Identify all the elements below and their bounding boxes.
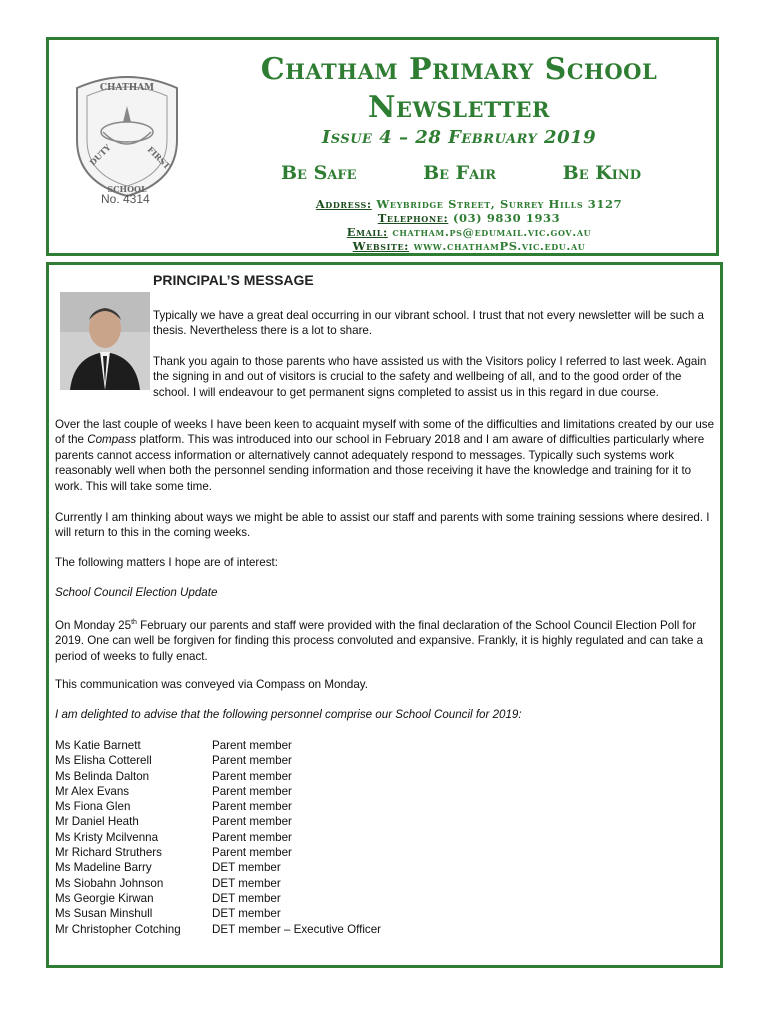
member-name: Mr Daniel Heath (55, 815, 139, 829)
crest-top-text: CHATHAM (99, 83, 155, 93)
paragraph-matters: The following matters I hope are of interest: (55, 556, 278, 569)
date-suffix: th (131, 619, 137, 626)
telephone-value: (03) 9830 1933 (452, 211, 561, 225)
member-name: Ms Belinda Dalton (55, 769, 150, 783)
member-role: Parent member (212, 739, 292, 752)
member-role: DET member (212, 861, 281, 875)
member-name: Ms Georgie Kirwan (55, 891, 154, 905)
list-item (55, 799, 555, 814)
motto-kind: Be Kind (562, 162, 641, 184)
paragraph-communication: This communication was conveyed via Compass on Monday. (55, 678, 368, 691)
member-name: Ms Susan Minshull (55, 907, 153, 921)
member-name: Ms Madeline Barry (55, 861, 152, 875)
member-role: Parent member (212, 754, 292, 768)
list-item (55, 830, 555, 845)
principal-message-section (46, 262, 723, 968)
paragraph-intro: Typically we have a great deal occurring in our vibrant school. I trust that not every newsletter will be such a thesis. Nevertheless there is a lot to share. (153, 309, 704, 338)
member-name: Ms Fiona Glen (55, 800, 131, 814)
paragraph-visitors: Thank you again to those parents who have assisted us with the Visitors policy I referred to last week. Again the signing in and out of visitors is crucial to the safety and wellbeing of all, and to the good order of the school. I will endeavour to get permanent signs completed to assist us in this regard in due course. (153, 355, 707, 399)
member-role: DET member (212, 876, 281, 890)
member-name: Ms Kristy Mcilvenna (55, 830, 159, 844)
paragraph-election-b: February our parents and staff were provided with the final declaration of the School Council Election Poll for 2019. One can well be forgiven for finding this process convoluted and expansive. Frankly, it is highly regulated and can take a period of weeks to fully enact. (55, 618, 704, 663)
school-motto (281, 162, 641, 184)
address-value: Weybridge Street, Surrey Hills 3127 (376, 197, 623, 211)
compass-emphasis: Compass (87, 433, 137, 447)
list-item (55, 738, 555, 753)
paragraph-council-intro: I am delighted to advise that the following personnel comprise our School Council for 2019: (55, 708, 522, 721)
website-line (249, 239, 689, 253)
school-number: No. 4314 (101, 192, 150, 206)
list-item (55, 860, 555, 875)
list-item (55, 753, 555, 768)
subheading-election: School Council Election Update (55, 586, 218, 599)
member-role: Parent member (212, 846, 292, 860)
paragraph-compass-b: platform. This was introduced into our school in February 2018 and I am aware of difficulties particularly where parents cannot access information or alternatively cannot adequately respond to messages. Typically such systems work reasonably well when both the personnel sending information and those receiving it have the knowledge and training for it to work. This will take some time. (55, 433, 705, 493)
member-role: Parent member (212, 769, 292, 783)
telephone-line (249, 211, 689, 225)
list-item (55, 814, 555, 829)
paragraph-election (55, 615, 719, 664)
school-crest-icon (67, 70, 187, 200)
website-label: Website: (352, 239, 410, 253)
member-role: DET member (212, 907, 281, 921)
newsletter-header (46, 37, 719, 256)
member-name: Mr Alex Evans (55, 784, 130, 798)
paragraph-training: Currently I am thinking about ways we might be able to assist our staff and parents with some training sessions where desired. I will return to this in the coming weeks. (55, 511, 710, 540)
email-label: Email: (346, 225, 388, 239)
issue-line: Issue 4 – 28 February 2019 (321, 127, 597, 148)
crest-motto-right: FIRST (145, 144, 173, 172)
address-label: Address: (315, 197, 372, 211)
list-item (55, 784, 555, 799)
member-role: DET member – Executive Officer (212, 922, 382, 936)
paragraph-compass (55, 417, 715, 494)
email-link[interactable]: chatham.ps@edumail.vic.gov.au (392, 225, 592, 239)
paragraph-compass-a: Over the last couple of weeks I have been keen to acquaint myself with some of the difficulties and limitations created by our use of the (55, 418, 715, 447)
school-name: Chatham Primary School (260, 52, 658, 87)
member-name: Ms Siobahn Johnson (55, 876, 164, 890)
list-item (55, 922, 555, 937)
member-role: Parent member (212, 784, 292, 798)
list-item (55, 891, 555, 906)
member-name: Mr Richard Struthers (55, 846, 162, 860)
member-name: Mr Christopher Cotching (55, 922, 181, 936)
section-title: PRINCIPAL’S MESSAGE (153, 272, 314, 288)
list-item (55, 906, 555, 921)
member-name: Ms Katie Barnett (55, 739, 141, 752)
member-role: Parent member (212, 830, 292, 844)
website-link[interactable]: www.chathamPS.vic.edu.au (413, 239, 586, 253)
member-name: Ms Elisha Cotterell (55, 754, 152, 768)
crest-bottom-text: SCHOOL (107, 184, 147, 194)
member-role: DET member (212, 891, 281, 905)
paragraph-election-a: On Monday 25 (55, 618, 132, 632)
newsletter-title: Newsletter (368, 90, 550, 125)
principal-photo (60, 292, 150, 390)
crest-motto-left: DUTY (87, 142, 113, 168)
list-item (55, 769, 555, 784)
motto-fair: Be Fair (423, 162, 497, 184)
council-members-list (55, 738, 555, 937)
email-line (249, 225, 689, 239)
list-item (55, 876, 555, 891)
member-role: Parent member (212, 815, 292, 829)
list-item (55, 845, 555, 860)
motto-safe: Be Safe (281, 162, 357, 184)
member-role: Parent member (212, 800, 292, 814)
address-line (249, 197, 689, 211)
telephone-label: Telephone: (377, 211, 449, 225)
